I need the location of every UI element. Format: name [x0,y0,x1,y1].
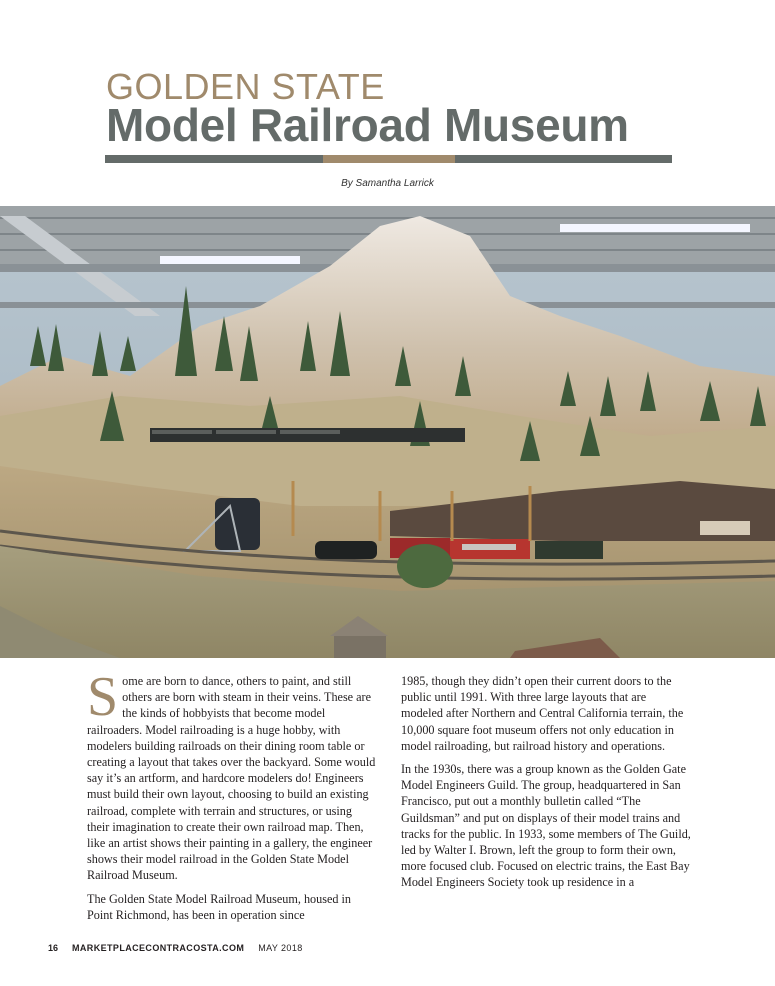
website-link[interactable]: MARKETPLACECONTRACOSTA.COM [72,943,245,953]
rule-segment-gray [105,155,323,163]
rule-segment-tan [323,155,455,163]
model-railroad-layout-photo [0,206,775,658]
paragraph-text: ome are born to dance, others to paint, and still others are born with steam in their veins. These are the kinds of hobbyists that become model railroaders. Model railroading is a huge hobby, with modelers building railroads on their dining room table or creating a layout that takes over the backyard. Some would say it’s an artform, and hardcore modelers do! Engineers must build their own layout, choosing to build an existing railroad, complete with terrain and structures, or using their imagination to create their own railroad map. Then, like an artist shows their painting in a gallery, the engineer shows their model railroad in the Golden State Model Railroad Museum. [87,674,376,883]
article-column-right [401,673,691,898]
article-kicker: GOLDEN STATE [106,66,385,107]
paragraph: 1985, though they didn’t open their current doors to the public until 1991. With three large layouts that are modeled after Northern and Central California terrain, the 10,000 square foot museum offers not only education in model railroading, but railroad history and operations. [401,674,684,753]
page-footer [48,943,303,953]
page-number: 16 [48,943,59,953]
article-title: Model Railroad Museum [106,99,629,151]
byline: By Samantha Larrick [341,178,434,189]
rule-segment-gray [455,155,672,163]
article-column-left [87,666,377,930]
drop-cap: S [87,666,119,728]
paragraph: The Golden State Model Railroad Museum, housed in Point Richmond, has been in operation since [87,891,352,922]
paragraph: In the 1930s, there was a group known as the Golden Gate Model Engineers Guild. The group, headquartered in San Francisco, put out a monthly bulletin called “The Guildsman” and put on displays of their model trains and tracks for the public. In 1933, some members of The Guild, led by Walter I. Brown, left the group to form their own, more focused club. Focused on electric trains, the East Bay Model Engineers Society took up residence in a [401,762,691,890]
paragraph [87,666,377,884]
title-rule [105,155,672,163]
issue-date: MAY 2018 [258,943,303,953]
